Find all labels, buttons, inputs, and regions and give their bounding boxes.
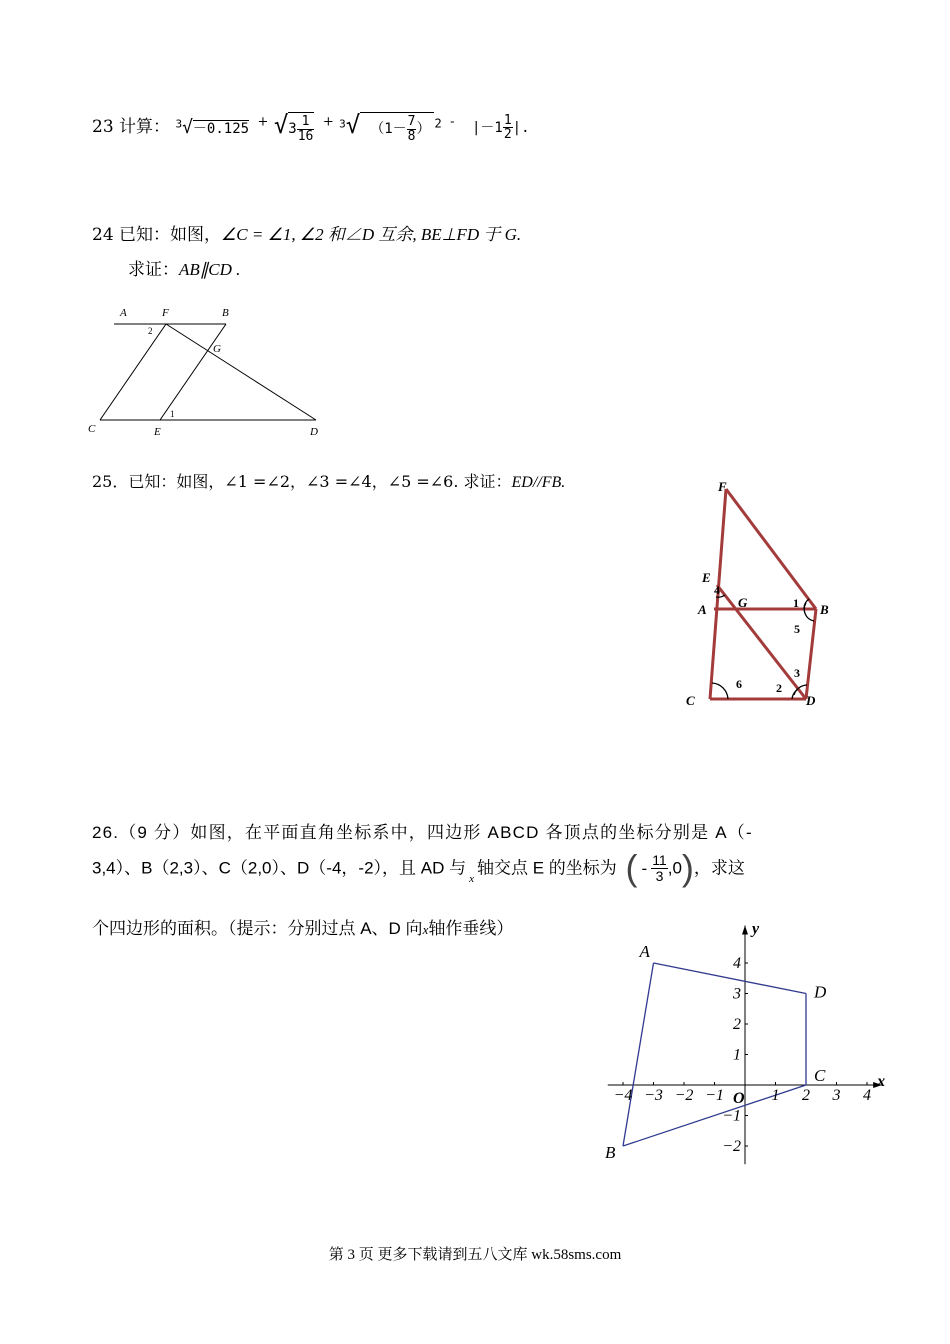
q26-coord-num: 11 <box>652 851 667 868</box>
vertex-label-B: B <box>605 1143 616 1162</box>
q26-line1-text: 26.（9 分）如图，在平面直角坐标系中，四边形 ABCD 各顶点的坐标分别是 A（- <box>92 823 753 842</box>
q24-line1-b: ∠C = ∠1, ∠2 和∠D 互余, BE⊥FD 于 G. <box>221 225 522 244</box>
label-B: B <box>222 307 229 319</box>
q23-t3-exp: 2 <box>434 116 442 131</box>
q24-figure <box>80 300 340 445</box>
edge-AD <box>654 963 807 994</box>
q24-line2-a: 求证： <box>128 260 179 280</box>
y-axis-arrow <box>742 925 748 934</box>
label-F: F <box>162 307 169 319</box>
label-B: B <box>820 602 829 617</box>
label-angle-1: 1 <box>170 409 175 419</box>
coordinate-plane <box>590 910 900 1190</box>
y-tick-label: 2 <box>733 1016 741 1033</box>
label-F: F <box>718 479 727 494</box>
q26-coord-minus: - <box>641 858 648 878</box>
label-angle-1: 1 <box>793 596 799 610</box>
label-C: C <box>686 693 695 708</box>
q26-line2-a: 3,4）、B（2,3）、C（2,0）、D（-4，-2），且 AD 与 <box>92 858 467 878</box>
label-angle-6: 6 <box>736 677 742 691</box>
q24-line1-a: 24 已知：如图， <box>92 225 222 245</box>
label-E: E <box>154 426 161 438</box>
q23-t3-num: 7 <box>407 114 416 129</box>
label-A: A <box>698 602 707 617</box>
q23-abs-close: | <box>512 119 522 136</box>
x-tick-label: 4 <box>863 1087 871 1104</box>
y-tick-label: 3 <box>733 985 741 1003</box>
y-tick-label: −2 <box>722 1138 741 1155</box>
q25-text-b: ED//FB. <box>511 474 566 491</box>
x-tick-label: 1 <box>771 1087 780 1104</box>
vertex-label-D: D <box>814 982 827 1002</box>
q23-abs-den: 2 <box>503 127 512 143</box>
label-E: E <box>702 570 711 585</box>
q23-t2-whole: 3 <box>288 121 297 138</box>
y-tick-label: 1 <box>733 1046 741 1064</box>
q26-line2-b: 轴交点 E 的坐标为 <box>476 858 617 878</box>
line-CF <box>100 324 166 420</box>
q24-given <box>92 226 521 244</box>
q26-line2-x: x <box>469 873 474 886</box>
vertex-label-C: C <box>814 1066 826 1085</box>
label-angle-2: 2 <box>776 681 782 695</box>
q26-coord-rest: ,0 <box>667 858 682 878</box>
x-tick-label: −2 <box>674 1087 694 1104</box>
q26-e-coordinate: ( - $\frac{11}{3}$ ,0) <box>625 847 694 888</box>
q23-t2-den: 16 <box>297 128 314 144</box>
y-tick-label: 4 <box>733 955 741 972</box>
q26-line3-b: 轴作垂线） <box>428 919 514 938</box>
q26-line3-x: x <box>422 922 429 937</box>
label-angle-2: 2 <box>148 326 153 336</box>
edge-BA <box>623 963 654 1146</box>
q26-line1 <box>92 824 753 841</box>
q25-text <box>92 474 565 491</box>
q24-prove <box>128 261 240 279</box>
label-C: C <box>88 423 96 435</box>
line-FD <box>166 324 316 420</box>
q23-label: 23 计算： <box>92 117 171 138</box>
label-angle-4: 4 <box>714 583 720 597</box>
line-EB <box>160 324 226 420</box>
x-tick-label: −1 <box>705 1087 724 1104</box>
label-angle-3: 3 <box>794 666 800 680</box>
q23-t3-open: （1－ <box>370 121 407 138</box>
label-D: D <box>310 426 318 438</box>
x-tick-label: −3 <box>644 1087 663 1104</box>
q23-expression: 23 计算： $^3$√－0.125 + √3 $\frac{1}{16}$ + $^3$√ （1－ $\frac{7}{8}$ ） $^2$ - |－1 $\frac{1}{2}$ |. <box>92 111 530 144</box>
arc-angle-6 <box>712 683 728 699</box>
q23-plus1: + <box>257 114 269 130</box>
y-tick-label: −1 <box>722 1107 741 1125</box>
label-angle-5: 5 <box>794 622 800 636</box>
label-G: G <box>738 595 748 610</box>
q23-t3-den: 8 <box>407 128 416 144</box>
q23-plus2: + <box>322 114 334 130</box>
y-axis-label: y <box>752 920 760 938</box>
q26-line2 <box>92 847 745 898</box>
q23-t3-index: 3 <box>339 117 346 131</box>
q26-coord-den: 3 <box>655 867 664 884</box>
q23-t2-num: 1 <box>297 115 315 130</box>
q23-t1-radicand: －0.125 <box>192 120 250 137</box>
vertex-label-A: A <box>639 942 650 961</box>
q26-line3-a: 个四边形的面积。（提示：分别过点 A、D 向 <box>92 919 423 938</box>
q25-text-a: 25．已知：如图，∠1 =∠2，∠3 =∠4，∠5 =∠6. 求证： <box>92 472 512 491</box>
q23-abs-open: |－1 <box>471 119 503 136</box>
label-G: G <box>213 343 221 355</box>
x-tick-label: 3 <box>832 1087 841 1104</box>
q23-minus: - <box>450 114 455 130</box>
x-tick-label: −4 <box>613 1087 633 1104</box>
label-D: D <box>806 693 816 708</box>
origin-label: O <box>733 1090 745 1107</box>
q25-figure <box>670 475 840 715</box>
q23-t1-index: 3 <box>175 117 183 131</box>
q26-line2-c: ，求这 <box>693 858 745 878</box>
q23-abs-num: 1 <box>503 112 512 128</box>
q24-line2-b: AB∥CD . <box>179 260 241 279</box>
page-footer: 第 3 页 更多下载请到五八文库 wk.58sms.com <box>328 1247 622 1263</box>
x-tick-label: 2 <box>802 1087 810 1104</box>
polygon-layer <box>623 963 806 1146</box>
q23-t3-close: ） <box>416 121 431 138</box>
line-BD <box>806 609 816 699</box>
q23-end: . <box>521 119 530 136</box>
axes-layer <box>608 925 882 1164</box>
x-axis-label: x <box>877 1073 886 1090</box>
line-FB <box>726 489 816 609</box>
q26-line3 <box>92 920 513 937</box>
label-A: A <box>120 307 127 319</box>
